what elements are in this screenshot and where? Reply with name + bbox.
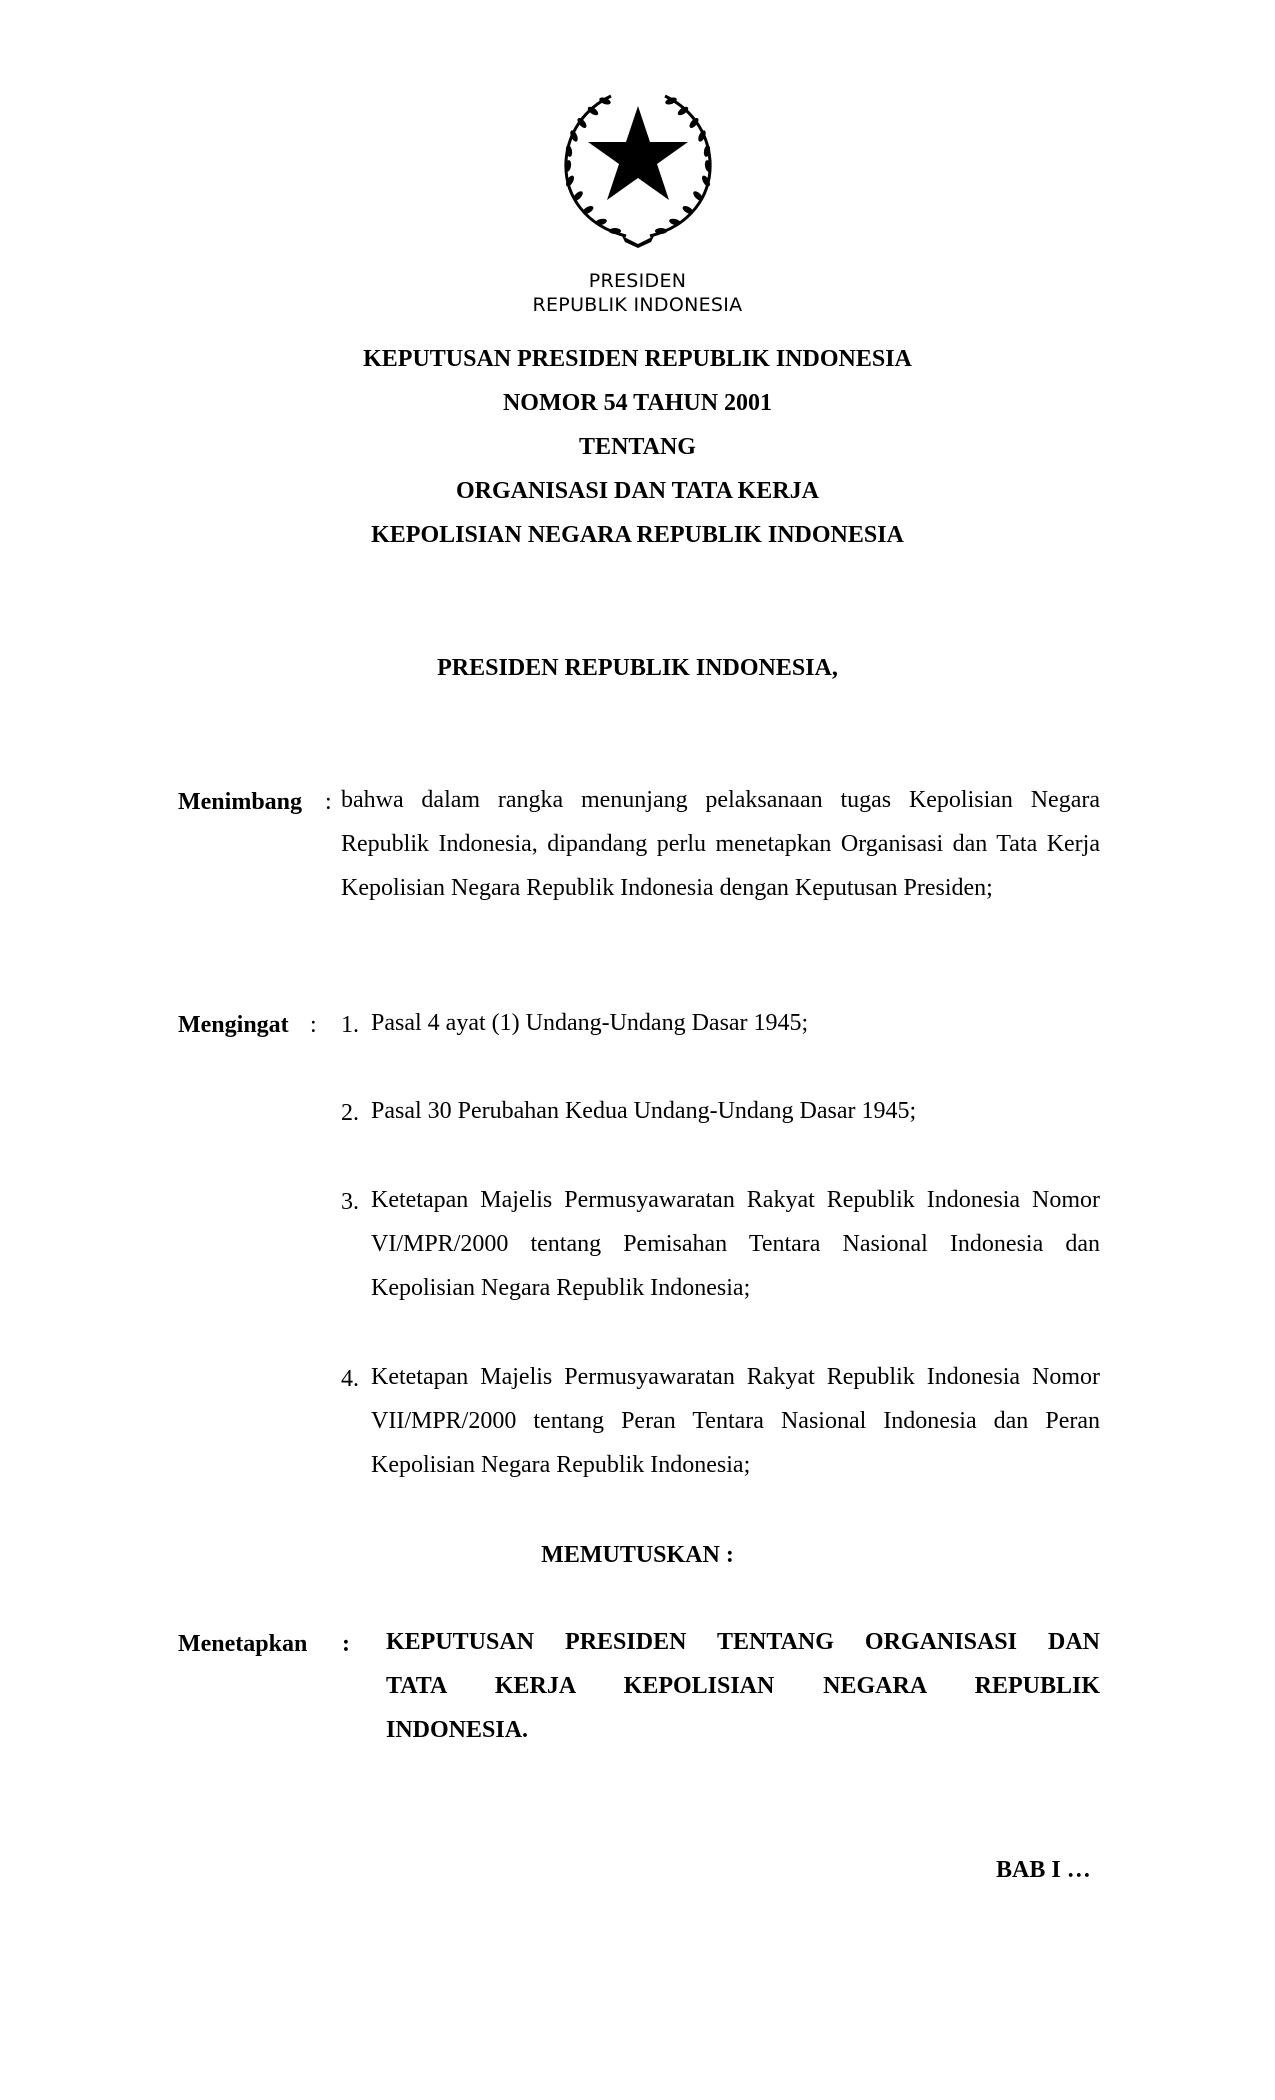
mengingat-item-3-num: 3. xyxy=(341,1189,359,1215)
mengingat-item-4-num: 4. xyxy=(341,1366,359,1392)
title-line-5: KEPOLISIAN NEGARA REPUBLIK INDONESIA xyxy=(371,522,904,548)
memutuskan-heading: MEMUTUSKAN : xyxy=(541,1542,734,1568)
mengingat-item-2-text: Pasal 30 Perubahan Kedua Undang-Undang Dasar 1945; xyxy=(371,1098,917,1124)
mengingat-colon: : xyxy=(310,1012,317,1038)
header-line-republik: REPUBLIK INDONESIA xyxy=(532,294,743,316)
mengingat-item-4-text: Ketetapan Majelis Permusyawaratan Rakyat Republik Indonesia Nomor VII/MPR/2000 tentang Peran Tentara Nasional Indonesia dan Peran Kepolisian Negara Republik Indonesia; xyxy=(371,1364,1100,1478)
title-line-4: ORGANISASI DAN TATA KERJA xyxy=(456,478,819,504)
title-line-1: KEPUTUSAN PRESIDEN REPUBLIK INDONESIA xyxy=(363,346,912,372)
presidential-emblem-icon xyxy=(556,86,720,250)
title-line-2: NOMOR 54 TAHUN 2001 xyxy=(502,390,773,416)
mengingat-item-1-text: Pasal 4 ayat (1) Undang-Undang Dasar 1945; xyxy=(371,1010,809,1036)
president-heading: PRESIDEN REPUBLIK INDONESIA, xyxy=(437,655,838,681)
header-line-presiden: PRESIDEN xyxy=(588,270,687,292)
mengingat-item-2-num: 2. xyxy=(341,1100,359,1126)
title-line-3: TENTANG xyxy=(579,434,696,460)
menetapkan-label: Menetapkan xyxy=(178,1631,308,1657)
mengingat-label: Mengingat xyxy=(178,1012,289,1038)
menetapkan-colon: : xyxy=(342,1631,350,1657)
menimbang-text: bahwa dalam rangka menunjang pelaksanaan tugas Kepolisian Negara Republik Indonesia, dipandang perlu menetapkan Organisasi dan Tata Kerja Kepolisian Negara Republik Indonesia dengan Keputusan Presiden; xyxy=(341,787,1100,901)
menimbang-colon: : xyxy=(325,789,332,815)
menimbang-label: Menimbang xyxy=(178,789,303,815)
mengingat-item-3-text: Ketetapan Majelis Permusyawaratan Rakyat Republik Indonesia Nomor VI/MPR/2000 tentang Pemisahan Tentara Nasional Indonesia dan Kepolisian Negara Republik Indonesia; xyxy=(371,1187,1100,1301)
page-continuation: BAB I … xyxy=(996,1857,1091,1883)
menetapkan-text: KEPUTUSAN PRESIDEN TENTANG ORGANISASI DAN TATA KERJA KEPOLISIAN NEGARA REPUBLIK INDONESIA. xyxy=(386,1629,1100,1743)
mengingat-item-1-num: 1. xyxy=(341,1012,359,1038)
